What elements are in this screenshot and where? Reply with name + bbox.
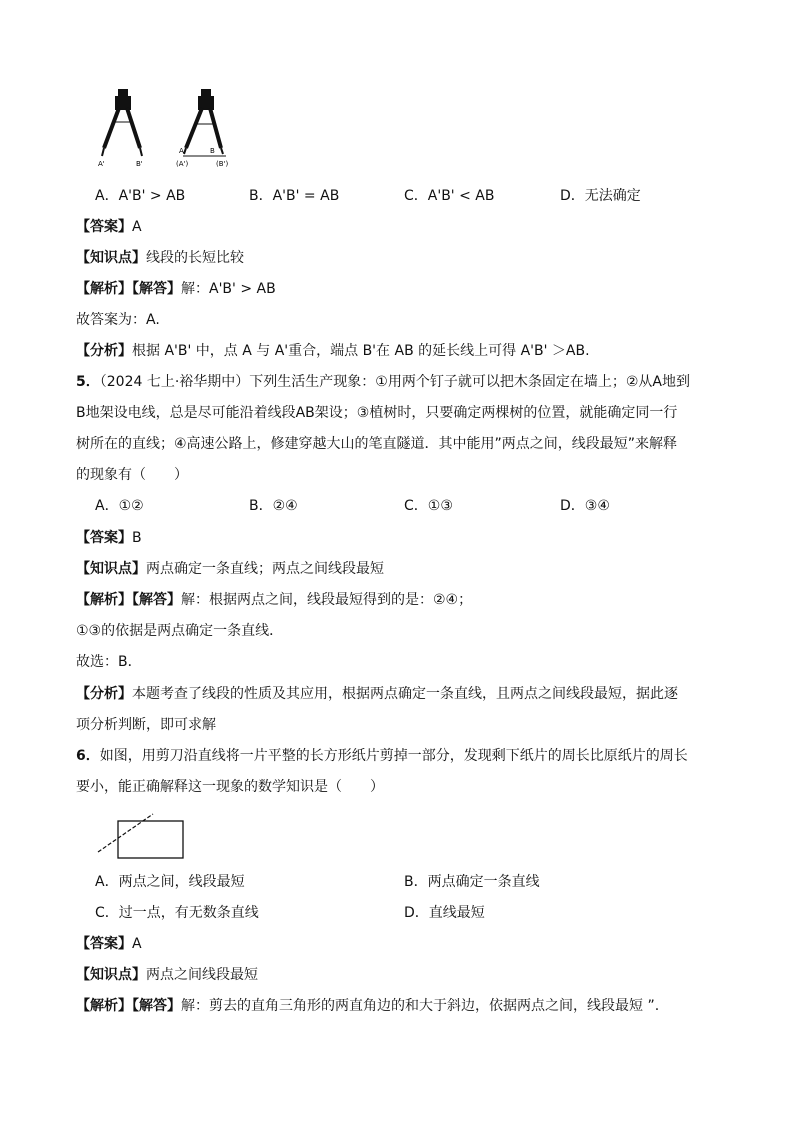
paper-rectangle bbox=[118, 821, 183, 858]
q5-conclusion: 故选：B． bbox=[76, 654, 142, 670]
q5-summary-row bbox=[76, 684, 678, 704]
answer-tag: 【答案】 bbox=[76, 530, 132, 546]
q6-option-d: D．直线最短 bbox=[404, 905, 485, 921]
q5-option-a: A．①② bbox=[95, 498, 144, 514]
q5-summary-line2: 项分析判断，即可求解 bbox=[76, 717, 216, 733]
q5-stem-line2: B地架设电线，总是尽可能沿着线段AB架设；③植树时，只要确定两棵树的位置，就能确定同一行 bbox=[76, 405, 678, 421]
summary-value: 本题考查了线段的性质及其应用，根据两点确定一条直线，且两点之间线段最短，据此逐 bbox=[132, 686, 678, 702]
knowledge-value: 线段的长短比较 bbox=[146, 250, 244, 266]
knowledge-tag: 【知识点】 bbox=[76, 967, 146, 983]
question-number: 6． bbox=[76, 748, 100, 764]
label-b-prime-left: B' bbox=[136, 160, 143, 168]
q4-knowledge-row bbox=[76, 248, 244, 268]
q6-option-c: C．过一点，有无数条直线 bbox=[95, 905, 259, 921]
q6-answer-row bbox=[76, 934, 142, 954]
q4-summary-row bbox=[76, 341, 590, 361]
analysis-tag: 【解析】【解答】 bbox=[76, 592, 181, 608]
answer-tag: 【答案】 bbox=[76, 219, 132, 235]
q4-option-a: A．A'B' > AB bbox=[95, 188, 186, 204]
knowledge-value: 两点确定一条直线；两点之间线段最短 bbox=[146, 561, 384, 577]
q5-option-d: D．③④ bbox=[560, 498, 610, 514]
q6-stem-text1: 如图，用剪刀沿直线将一片平整的长方形纸片剪掉一部分，发现剩下纸片的周长比原纸片的周长 bbox=[99, 748, 688, 764]
analysis-value: 解：剪去的直角三角形的两直角边的和大于斜边，依据两点之间，线段最短 ”. bbox=[181, 998, 660, 1014]
q5-analysis-line2: ①③的依据是两点确定一条直线． bbox=[76, 623, 284, 639]
q4-answer-row bbox=[76, 217, 142, 237]
q6-stem-line2: 要小，能正确解释这一现象的数学知识是（ ） bbox=[76, 779, 384, 795]
q5-stem-line4: 的现象有（ ） bbox=[76, 467, 188, 483]
q6-option-b: B．两点确定一条直线 bbox=[404, 874, 540, 890]
q5-stem-line1 bbox=[76, 372, 690, 392]
compass-right-icon bbox=[183, 90, 226, 156]
summary-tag: 【分析】 bbox=[76, 686, 132, 702]
summary-tag: 【分析】 bbox=[76, 343, 132, 359]
q4-conclusion: 故答案为：A. bbox=[76, 312, 160, 328]
answer-value: A bbox=[132, 219, 142, 235]
q6-stem-line1 bbox=[76, 746, 688, 766]
question-number: 5． bbox=[76, 374, 100, 390]
q5-option-c: C．①③ bbox=[404, 498, 453, 514]
q5-option-b: B．②④ bbox=[249, 498, 298, 514]
label-a-paren-right: (A') bbox=[176, 160, 189, 168]
summary-value: 根据 A'B' 中，点 A 与 A'重合，端点 B'在 AB 的延长线上可得 A'B' ＞AB. bbox=[132, 343, 590, 359]
knowledge-tag: 【知识点】 bbox=[76, 561, 146, 577]
rectangle-cut-figure bbox=[95, 812, 190, 860]
q4-option-b: B．A'B' = AB bbox=[249, 188, 340, 204]
q6-knowledge-row bbox=[76, 965, 258, 985]
q6-analysis-row bbox=[76, 996, 659, 1016]
q5-analysis-row bbox=[76, 590, 472, 610]
cut-line bbox=[98, 814, 153, 852]
answer-tag: 【答案】 bbox=[76, 936, 132, 952]
answer-value: A bbox=[132, 936, 142, 952]
analysis-value: 解：A'B' > AB bbox=[181, 281, 276, 297]
q4-analysis-row bbox=[76, 279, 276, 299]
q5-stem-text1: （2024 七上·裕华期中）下列生活生产现象：①用两个钉子就可以把木条固定在墙上；②从A地到 bbox=[99, 374, 690, 390]
analysis-tag: 【解析】【解答】 bbox=[76, 281, 181, 297]
answer-value: B bbox=[132, 530, 142, 546]
q6-option-a: A．两点之间，线段最短 bbox=[95, 874, 245, 890]
q5-stem-line3: 树所在的直线；④高速公路上，修建穿越大山的笔直隧道．其中能用”两点之间，线段最短”来解释 bbox=[76, 436, 678, 452]
analysis-tag: 【解析】【解答】 bbox=[76, 998, 181, 1014]
compass-left-icon bbox=[102, 90, 142, 156]
q5-knowledge-row bbox=[76, 559, 384, 579]
q5-answer-row bbox=[76, 528, 142, 548]
q4-option-d: D．无法确定 bbox=[560, 188, 641, 204]
knowledge-value: 两点之间线段最短 bbox=[146, 967, 258, 983]
label-a-right: A bbox=[179, 147, 184, 155]
knowledge-tag: 【知识点】 bbox=[76, 250, 146, 266]
label-b-paren-right: (B') bbox=[216, 160, 229, 168]
analysis-value: 解：根据两点之间，线段最短得到的是：②④； bbox=[181, 592, 473, 608]
label-b-right: B bbox=[210, 147, 215, 155]
compass-figure bbox=[88, 86, 238, 170]
label-a-prime-left: A' bbox=[98, 160, 105, 168]
q4-option-c: C．A'B' < AB bbox=[404, 188, 495, 204]
